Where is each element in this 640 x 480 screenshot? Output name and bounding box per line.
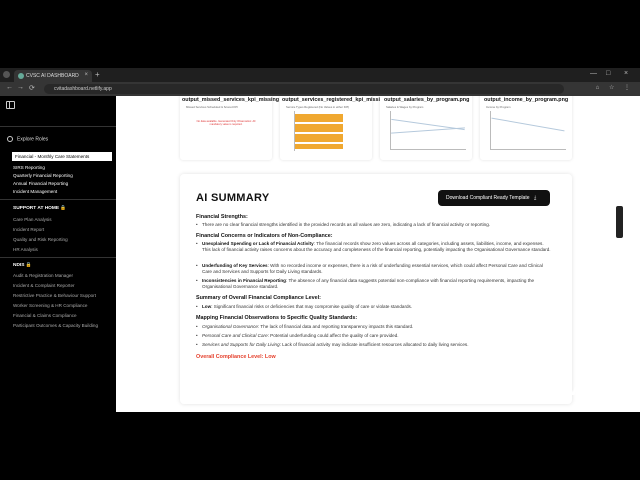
sidebar-item-incident-complaint[interactable]: Incident & Complaint Reporter xyxy=(13,283,75,288)
image-label: output_income_by_program.png xyxy=(484,97,569,103)
sidebar-item-annual[interactable]: Annual Financial Reporting xyxy=(13,181,69,186)
mini-axis xyxy=(390,111,391,149)
mini-chart-title: Income by Program xyxy=(486,105,511,109)
mapping-item xyxy=(202,333,552,339)
sidebar-item-financial-monthly[interactable]: Financial - Monthly Care Statements xyxy=(12,152,112,161)
mapping-title: Organisational Governance xyxy=(202,324,258,329)
strength-item: • There are no clear financial strengths identified in the provided records as all values are zero, indicating a lack of financial activity or reporting. xyxy=(202,222,552,228)
window-close-icon[interactable]: × xyxy=(624,70,629,77)
mapping-title: Services and Supports for Daily Living xyxy=(202,342,280,347)
download-button-label: Download Compliant Ready Template xyxy=(446,195,530,201)
explore-roles-label: Explore Roles xyxy=(17,136,49,143)
mapping-text: : Potential underfunding could affect the quality of care provided. xyxy=(267,333,399,338)
forward-icon[interactable]: → xyxy=(17,84,24,91)
risk-title: Low xyxy=(202,304,212,309)
sidebar xyxy=(0,96,116,412)
risk-item xyxy=(202,304,552,310)
sidebar-item-audit[interactable]: Audit & Registration Manager xyxy=(13,273,74,278)
minimize-icon[interactable]: — xyxy=(590,70,597,77)
concern-title: Underfunding of Key Services xyxy=(202,263,268,268)
sidebar-item-sirs[interactable]: SIRS Reporting xyxy=(13,165,45,170)
sidebar-item-quarterly[interactable]: Quarterly Financial Reporting xyxy=(13,173,73,178)
download-icon: ⤓ xyxy=(533,195,537,201)
concerns-heading: Financial Concerns or Indicators of Non-Compliance: xyxy=(196,233,333,239)
sidebar-divider xyxy=(0,257,116,258)
sidebar-item-worker-screening[interactable]: Worker Screening & HR Compliance xyxy=(13,303,88,308)
concern-text: : With no recorded income or expenses, there is a risk of underfunding essential services, which could affect Personal Care and Clinical Care and Services and Supports for Daily Living standards. xyxy=(202,263,543,274)
browser-tab-bar xyxy=(0,68,640,82)
sidebar-divider xyxy=(0,199,116,200)
mapping-title: Personal Care and Clinical Care xyxy=(202,333,268,338)
sidebar-item-participant-outcomes[interactable]: Participant Outcomes & Capacity Building xyxy=(13,323,99,328)
sidebar-toggle-icon[interactable] xyxy=(6,101,15,109)
mini-chart-title: Missed Services Scheduled & Scored KPI xyxy=(186,105,238,109)
image-card[interactable] xyxy=(280,96,380,160)
concern-title: Inconsistencies in Financial Reporting xyxy=(202,278,286,283)
tab-menu-icon[interactable] xyxy=(3,71,10,78)
overall-compliance-level: Overall Compliance Level: Low xyxy=(196,354,276,360)
summary-title: AI SUMMARY xyxy=(196,192,270,204)
concern-title: Unexplained Spending or Lack of Financial Activity xyxy=(202,241,314,246)
sidebar-item-hr-analysis[interactable]: HR Analysis xyxy=(13,247,38,252)
download-template-button[interactable] xyxy=(438,190,550,206)
sidebar-item-incident-management[interactable]: Incident Management xyxy=(13,189,58,194)
tab-favicon-icon xyxy=(18,73,24,79)
back-icon[interactable]: ← xyxy=(6,84,13,91)
concern-item xyxy=(202,278,552,290)
image-card[interactable] xyxy=(380,96,472,160)
sidebar-item-care-plan[interactable]: Care Plan Analysis xyxy=(13,217,52,222)
new-tab-icon[interactable]: + xyxy=(95,70,100,79)
mini-axis xyxy=(390,149,466,150)
image-card[interactable] xyxy=(480,96,572,160)
maximize-icon[interactable]: □ xyxy=(606,70,611,77)
mini-bar xyxy=(295,144,343,149)
mini-bar xyxy=(295,134,343,142)
concern-text: : The absence of any financial data suggests potential non-compliance with financial reporting requirements, impacting the Organisational Governance standard. xyxy=(202,278,535,289)
risk-text: : Significant financial risks or deficiencies that may compromise quality of care or violate standards. xyxy=(211,304,413,309)
browser-toolbar-icons[interactable]: ⌂ ☆ ⋮ xyxy=(595,85,634,91)
mouse-cursor-icon xyxy=(160,246,163,252)
mini-bar xyxy=(295,114,343,122)
concern-item xyxy=(202,263,552,275)
tab-close-icon[interactable]: × xyxy=(84,72,88,78)
mapping-text: : Lack of financial activity may indicate insufficient resources allocated to daily living services. xyxy=(279,342,469,347)
compass-icon xyxy=(7,136,13,142)
explore-roles[interactable] xyxy=(7,136,48,142)
image-card[interactable] xyxy=(180,96,280,160)
support-at-home-heading: SUPPORT AT HOME 🔒 xyxy=(13,206,67,211)
ndis-heading: NDIS 🔒 xyxy=(13,263,32,268)
image-label: output_missed_services_kpi_missing xyxy=(182,97,280,103)
url-field[interactable]: cvitadashboard.netlify.app xyxy=(44,84,564,94)
sidebar-divider xyxy=(0,126,116,127)
concern-text: : The financial records show zero values across all categories, including assets, liabilities, income, and expenses. This lack of financial activity raises concerns about the accuracy and completeness of the financial reporting, potentially impacting the Organisational Governance standard. xyxy=(202,241,551,252)
mini-axis xyxy=(490,149,566,150)
risk-heading: Summary of Overall Financial Compliance Level: xyxy=(196,295,321,301)
ai-summary-card xyxy=(180,174,572,404)
address-bar-row xyxy=(0,82,640,96)
sidebar-item-claims-compliance[interactable]: Financial & Claims Compliance xyxy=(13,313,77,318)
sidebar-item-quality-risk[interactable]: Quality and Risk Reporting xyxy=(13,237,68,242)
tab-title: CVSC AI DASHBOARD xyxy=(26,73,79,79)
sidebar-item-incident-report[interactable]: Incident Report xyxy=(13,227,45,232)
vimeo-watermark: vimeo xyxy=(568,381,617,399)
app-viewport xyxy=(0,96,640,412)
mini-line xyxy=(491,118,564,132)
image-label: output_services_registered_kpi_missi xyxy=(282,97,380,103)
image-label: output_salaries_by_program.png xyxy=(384,97,470,103)
concern-item xyxy=(202,241,552,253)
mapping-item xyxy=(202,342,552,348)
mini-bar xyxy=(295,124,343,132)
mini-chart-title: Salaries & Wages by Program xyxy=(386,105,424,109)
sidebar-item-restrictive-practice[interactable]: Restrictive Practice & Behaviour Support xyxy=(13,293,96,298)
mini-chart-title: Service Types Registered (No Values in either KPI) xyxy=(286,105,350,109)
mapping-text: : The lack of financial data and reporting transparency impacts this standard. xyxy=(257,324,414,329)
mapping-heading: Mapping Financial Observations to Specific Quality Standards: xyxy=(196,315,358,321)
mapping-item xyxy=(202,324,552,330)
main-content xyxy=(116,96,640,412)
mini-chart-note: No data available. Generated Only Observation: All mandatory value is required. xyxy=(196,120,256,127)
mini-line xyxy=(391,127,465,133)
strengths-heading: Financial Strengths: xyxy=(196,214,248,220)
reload-icon[interactable]: ⟳ xyxy=(29,85,35,92)
side-tab-handle[interactable] xyxy=(616,206,623,238)
browser-tab[interactable] xyxy=(14,70,92,82)
